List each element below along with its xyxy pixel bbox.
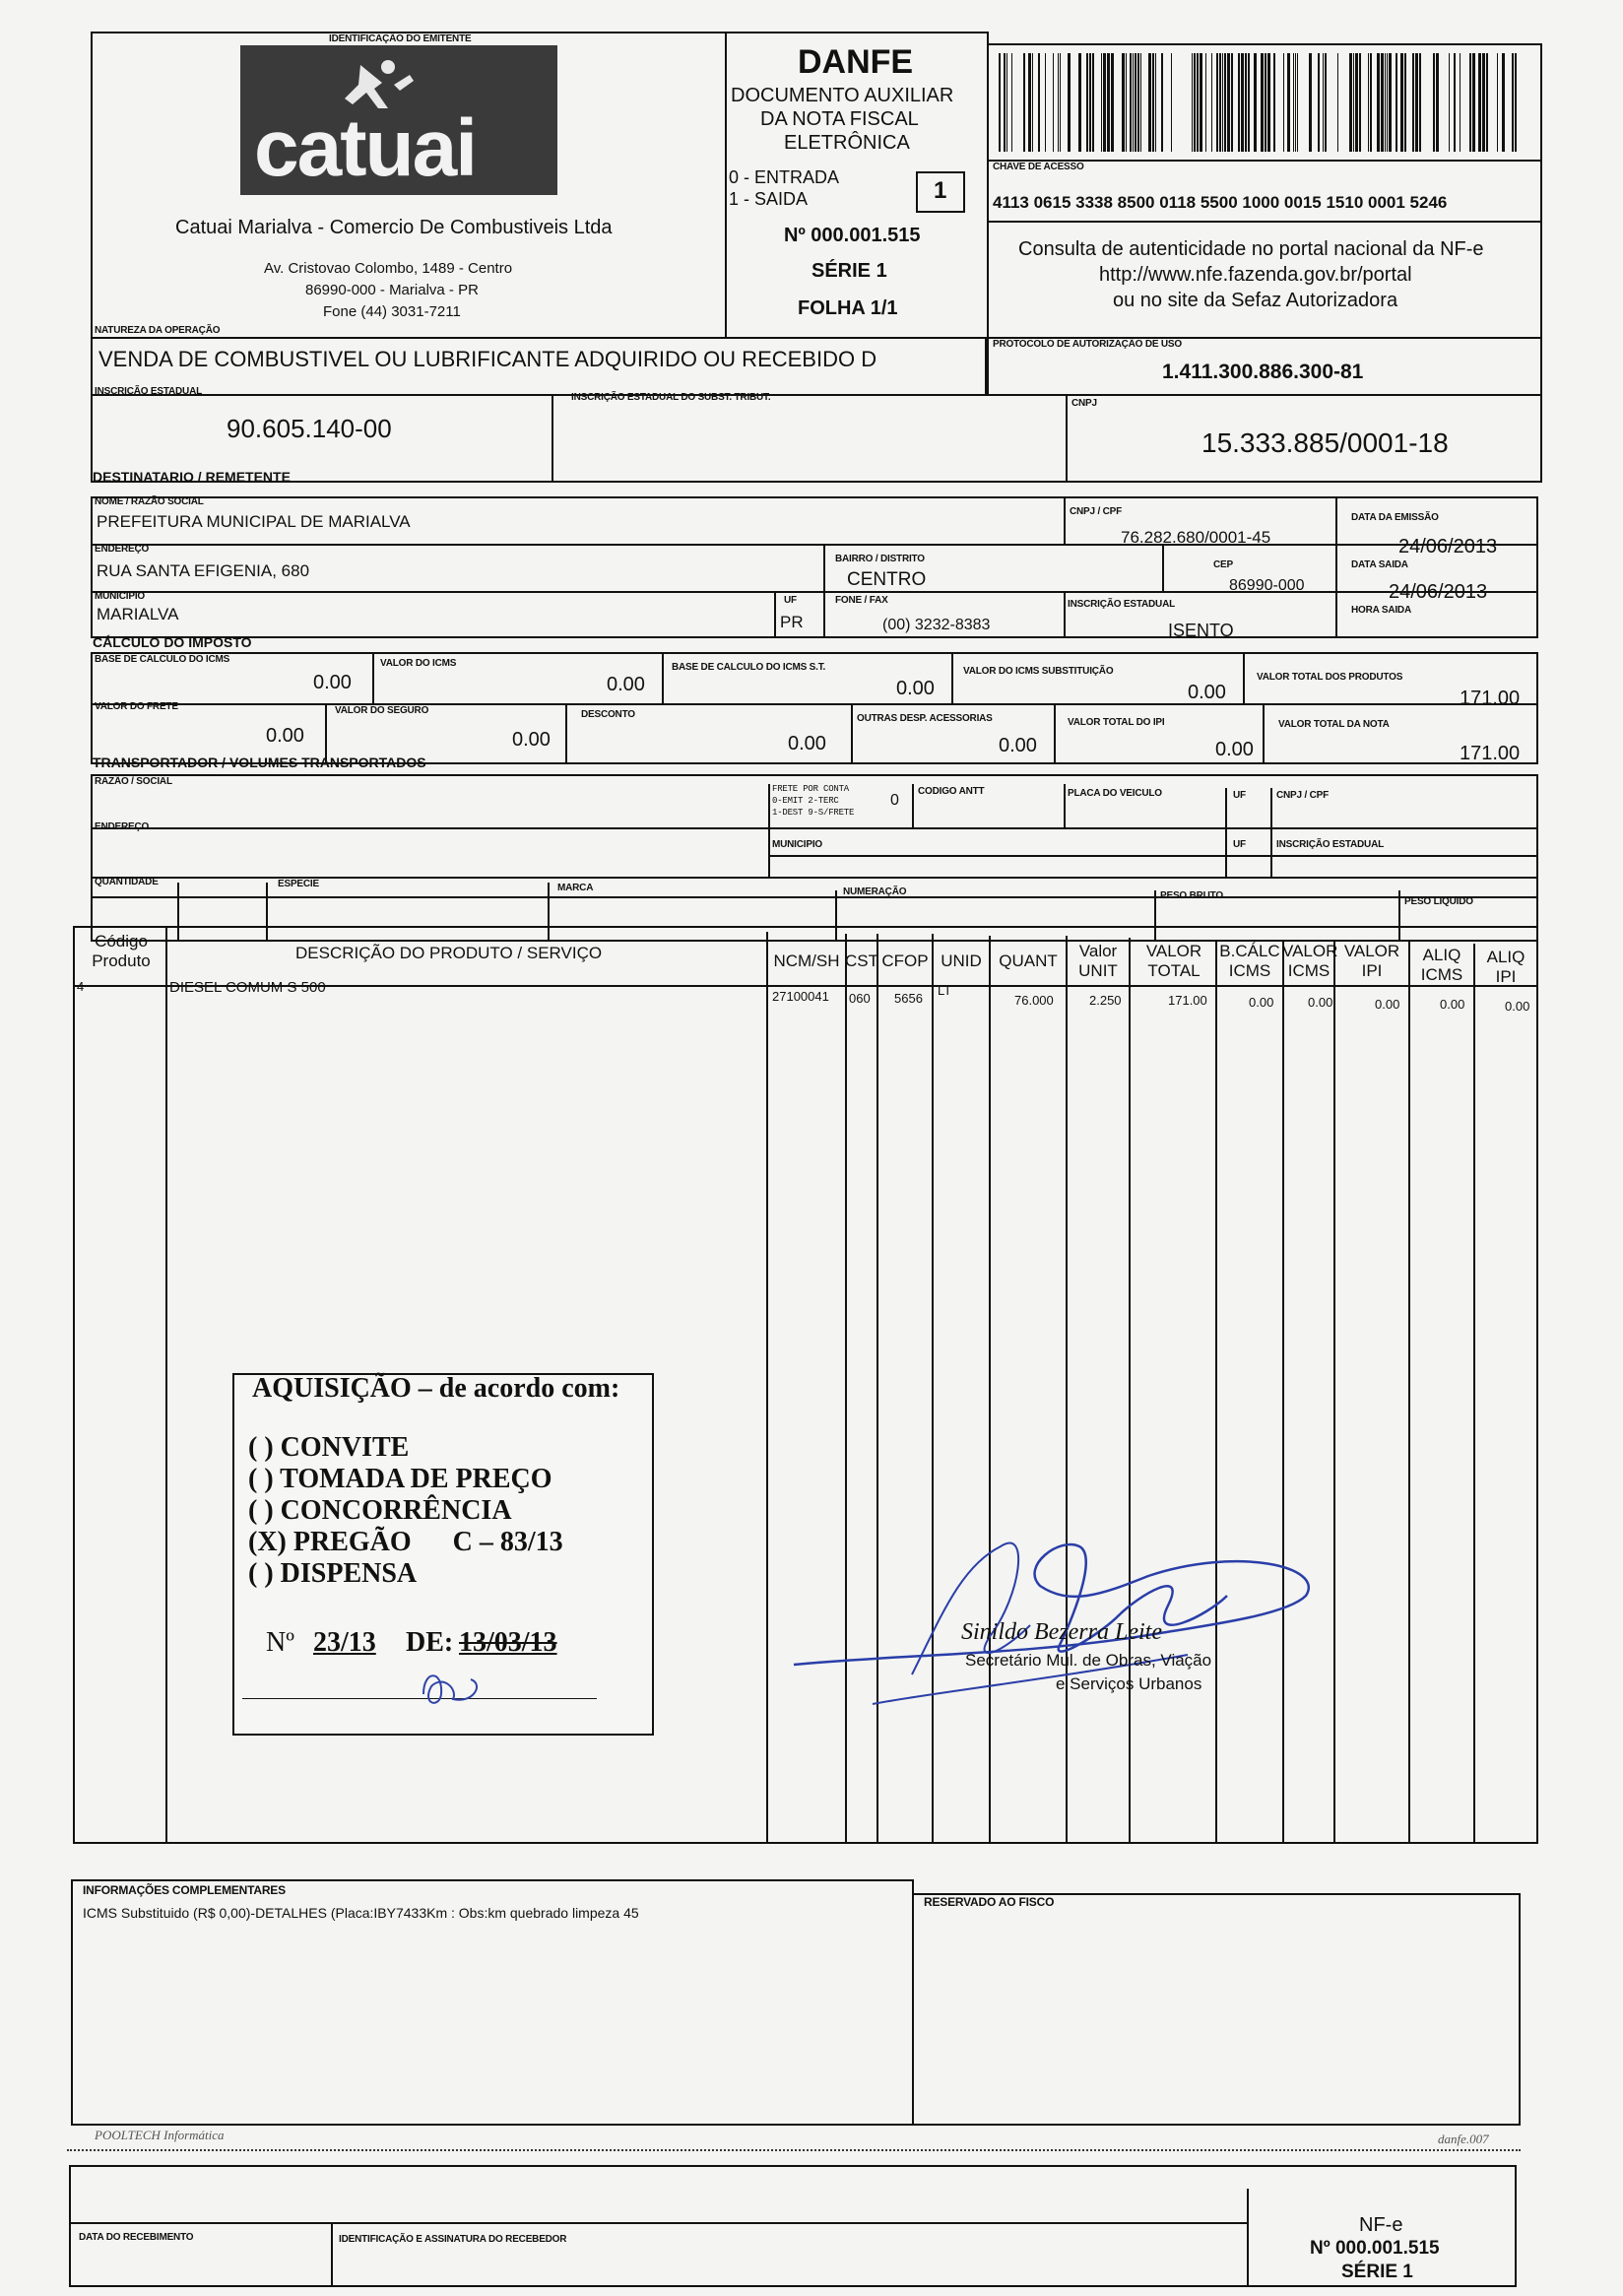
carrier-ie-label: INSCRIÇÃO ESTADUAL — [1276, 839, 1384, 850]
freight-label: VALOR DO FRETE — [95, 701, 178, 712]
footer-nfe: NF-e — [1359, 2214, 1403, 2236]
danfe-title: DANFE — [798, 43, 914, 81]
recipient-address-label: ENDEREÇO — [95, 544, 150, 555]
vendor-credit: POOLTECH Informática — [95, 2128, 225, 2142]
receipt-box — [69, 2165, 1517, 2287]
freight-opt-1: 0-EMIT 2-TERC — [772, 796, 839, 806]
signatory-title-1: Secretário Mul. de Obras, Viação — [965, 1651, 1212, 1670]
col-cfop: CFOP — [881, 951, 929, 970]
district-label: BAIRRO / DISTRITO — [835, 554, 925, 564]
form-code: danfe.007 — [1438, 2132, 1489, 2146]
consult-line-2: http://www.nfe.fazenda.gov.br/portal — [1099, 264, 1412, 286]
barcode-icon — [997, 53, 1528, 152]
cut-line — [67, 2149, 1521, 2151]
fisco-label: RESERVADO AO FISCO — [924, 1895, 1055, 1909]
carrier-name-label: RAZÃO / SOCIAL — [95, 776, 172, 787]
row-cst: 060 — [849, 991, 871, 1006]
invoice-total: 171.00 — [1460, 743, 1521, 764]
uf-label: UF — [784, 595, 797, 606]
ipi: 0.00 — [1215, 739, 1254, 760]
discount-label: DESCONTO — [581, 709, 635, 720]
recipient-section: DESTINATARIO / REMETENTE — [93, 469, 291, 485]
ie-label: INSCRIÇÃO ESTADUAL — [95, 386, 202, 397]
row-quant: 76.000 — [1014, 993, 1054, 1008]
stamp-item-4: (X) PREGÃO C – 83/13 — [248, 1527, 563, 1557]
consult-line-3: ou no site da Sefaz Autorizadora — [1113, 290, 1398, 311]
brand-label: MARCA — [557, 883, 594, 893]
col-total-value: VALOR TOTAL — [1145, 942, 1202, 980]
col-ipi-value: VALOR IPI — [1343, 942, 1400, 980]
consult-line-1: Consulta de autenticidade no portal nacional da NF-e — [1018, 238, 1484, 260]
company-name: Catuai Marialva - Comercio De Combustiveis Ltda — [175, 217, 613, 238]
emission-date-label: DATA DA EMISSÃO — [1351, 512, 1439, 523]
carrier-city-label: MUNICIPIO — [772, 839, 822, 850]
row-ipi-rate: 0.00 — [1505, 999, 1530, 1014]
species-label: ESPECIE — [278, 879, 319, 889]
access-key: 4113 0615 3338 8500 0118 5500 1000 0015 1510 0001 5246 — [993, 193, 1448, 212]
invoice-total-label: VALOR TOTAL DA NOTA — [1278, 719, 1390, 730]
receiver-signature-label: IDENTIFICAÇÃO E ASSINATURA DO RECEBEDOR — [339, 2234, 567, 2245]
row-cfop: 5656 — [894, 991, 923, 1006]
other-expenses: 0.00 — [999, 735, 1037, 756]
products-total: 171.00 — [1460, 688, 1521, 709]
footer-serie: SÉRIE 1 — [1341, 2262, 1413, 2282]
operation-label: NATUREZA DA OPERAÇÃO — [95, 325, 221, 336]
logo-text: catuai — [254, 103, 476, 193]
exit-date-label: DATA SAIDA — [1351, 559, 1408, 570]
recipient-address: RUA SANTA EFIGENIA, 680 — [97, 561, 310, 580]
stamp-item-5: ( ) DISPENSA — [248, 1558, 418, 1589]
icms-st: 0.00 — [1188, 682, 1226, 703]
ipi-label: VALOR TOTAL DO IPI — [1068, 717, 1165, 728]
col-unit-value: Valor UNIT — [1078, 942, 1118, 980]
info-text: ICMS Substituido (R$ 0,00)-DETALHES (Placa:IBY7433Km : Obs:km quebrado limpeza 45 — [83, 1905, 639, 1921]
danfe-type-value: 1 — [934, 177, 947, 204]
row-bc-icms: 0.00 — [1249, 995, 1274, 1010]
freight-opt-2: 1-DEST 9-S/FRETE — [772, 808, 855, 818]
row-unid: LT — [938, 983, 952, 998]
base-st-label: BASE DE CALCULO DO ICMS S.T. — [672, 662, 826, 673]
city: MARIALVA — [97, 605, 179, 623]
exit-time-label: HORA SAIDA — [1351, 605, 1411, 616]
other-expenses-label: OUTRAS DESP. ACESSORIAS — [857, 713, 993, 724]
insurance-label: VALOR DO SEGURO — [335, 705, 429, 716]
city-label: MUNICIPIO — [95, 591, 145, 602]
danfe-entrada: 0 - ENTRADA — [729, 167, 840, 187]
net-weight-label: PESO LIQUIDO — [1404, 896, 1473, 907]
signature-scribble-icon — [774, 1507, 1326, 1724]
danfe-subtitle-3: ELETRÔNICA — [784, 132, 910, 154]
phone: (00) 3232-8383 — [882, 617, 991, 633]
company-phone: Fone (44) 3031-7211 — [323, 303, 461, 320]
operation-value: VENDA DE COMBUSTIVEL OU LUBRIFICANTE ADQUIRIDO OU RECEBIDO D — [98, 347, 877, 371]
recipient-name-label: NOME / RAZÃO SOCIAL — [95, 496, 204, 507]
icms-label: VALOR DO ICMS — [380, 658, 457, 669]
plate-label: PLACA DO VEICULO — [1068, 788, 1162, 799]
stamp-item-2: ( ) TOMADA DE PREÇO — [248, 1464, 552, 1494]
ie-value: 90.605.140-00 — [227, 414, 392, 443]
col-ncm: NCM/SH — [773, 951, 840, 970]
ie-st-label: INSCRIÇÃO ESTADUAL DO SUBST. TRIBUT. — [571, 392, 771, 403]
row-description: DIESEL COMUM S 500 — [169, 979, 326, 996]
row-icms-value: 0.00 — [1308, 995, 1333, 1010]
company-logo — [240, 45, 557, 195]
emission-date: 24/06/2013 — [1398, 536, 1498, 558]
exit-date: 24/06/2013 — [1389, 581, 1488, 603]
cnpj-label: CNPJ — [1071, 398, 1097, 409]
col-cst: CST — [845, 951, 878, 970]
row-icms-rate: 0.00 — [1440, 997, 1465, 1012]
stamp-title: AQUISIÇÃO – de acordo com: — [252, 1373, 620, 1404]
base-icms-label: BASE DE CALCULO DO ICMS — [95, 654, 230, 665]
company-address-1: Av. Cristovao Colombo, 1489 - Centro — [264, 260, 513, 277]
base-icms: 0.00 — [313, 672, 352, 693]
col-bc-icms: B.CÁLC ICMS — [1219, 942, 1280, 980]
row-ncm: 27100041 — [772, 989, 829, 1004]
row-total-value: 171.00 — [1168, 993, 1207, 1008]
phone-label: FONE / FAX — [835, 595, 888, 606]
footer-number: Nº 000.001.515 — [1310, 2238, 1440, 2259]
base-st: 0.00 — [896, 678, 935, 699]
emitter-section-label: IDENTIFICAÇÃO DO EMITENTE — [329, 33, 472, 44]
stamp-number: 23/13 — [313, 1627, 376, 1658]
cep-label: CEP — [1213, 559, 1233, 570]
stamp-date-label: DE: — [406, 1627, 454, 1658]
col-icms-value: VALOR ICMS — [1282, 942, 1338, 980]
stamp-item-3: ( ) CONCORRÊNCIA — [248, 1495, 512, 1526]
freight-by-label: FRETE POR CONTA — [772, 784, 850, 794]
antt-label: CODIGO ANTT — [918, 786, 985, 797]
receipt-date-label: DATA DO RECEBIMENTO — [79, 2232, 194, 2243]
info-label: INFORMAÇÕES COMPLEMENTARES — [83, 1883, 286, 1897]
company-address-2: 86990-000 - Marialva - PR — [305, 282, 479, 298]
discount: 0.00 — [788, 733, 826, 754]
col-icms-rate: ALIQ ICMS — [1420, 946, 1463, 984]
danfe-serie: SÉRIE 1 — [812, 260, 887, 282]
col-ipi-rate: ALIQ IPI — [1486, 948, 1526, 986]
signatory-title-2: e Serviços Urbanos — [1056, 1674, 1202, 1693]
recipient-name: PREFEITURA MUNICIPAL DE MARIALVA — [97, 512, 411, 531]
icms: 0.00 — [607, 674, 645, 695]
uf: PR — [780, 613, 804, 631]
freight-by-value: 0 — [890, 792, 899, 809]
stamp-date: 13/03/13 — [459, 1627, 557, 1658]
recipient-cnpj-label: CNPJ / CPF — [1070, 506, 1123, 517]
transport-section: TRANSPORTADOR / VOLUMES TRANSPORTADOS — [93, 754, 426, 770]
row-ipi-value: 0.00 — [1375, 997, 1400, 1012]
col-description: DESCRIÇÃO DO PRODUTO / SERVIÇO — [295, 944, 603, 962]
fisco-box — [912, 1893, 1521, 2126]
gross-weight-label: PESO BRUTO — [1160, 890, 1223, 901]
carrier-cnpj-label: CNPJ / CPF — [1276, 790, 1330, 801]
recipient-ie: ISENTO — [1168, 621, 1234, 640]
danfe-subtitle-2: DA NOTA FISCAL — [760, 108, 919, 130]
row-code: 4 — [77, 979, 85, 994]
recipient-ie-label: INSCRIÇÃO ESTADUAL — [1068, 599, 1175, 610]
signatory-name: Sinildo Bezerra Leite — [961, 1619, 1162, 1645]
initials-scribble-icon — [414, 1665, 492, 1714]
col-code: Código Produto — [92, 932, 151, 970]
volume-qty-label: QUANTIDADE — [95, 877, 159, 887]
products-total-label: VALOR TOTAL DOS PRODUTOS — [1257, 672, 1403, 683]
protocol-value: 1.411.300.886.300-81 — [1162, 361, 1364, 383]
danfe-saida: 1 - SAIDA — [729, 189, 809, 209]
carrier-uf-label: UF — [1233, 790, 1246, 801]
tax-section: CÁLCULO DO IMPOSTO — [93, 634, 252, 650]
cnpj-value: 15.333.885/0001-18 — [1201, 427, 1449, 458]
carrier-uf2-label: UF — [1233, 839, 1246, 850]
danfe-subtitle-1: DOCUMENTO AUXILIAR — [731, 85, 954, 106]
freight: 0.00 — [266, 725, 304, 747]
numbering-label: NUMERAÇÃO — [843, 886, 907, 897]
col-unid: UNID — [941, 951, 982, 970]
row-unit-value: 2.250 — [1089, 993, 1122, 1008]
protocol-label: PROTOCOLO DE AUTORIZAÇÃO DE USO — [993, 339, 1182, 350]
danfe-number: Nº 000.001.515 — [784, 225, 921, 246]
stamp-number-label: Nº — [266, 1627, 294, 1658]
danfe-folha: FOLHA 1/1 — [798, 297, 898, 319]
recipient-cnpj: 76.282.680/0001-45 — [1121, 528, 1271, 547]
district: CENTRO — [847, 569, 927, 590]
stamp-item-1: ( ) CONVITE — [248, 1432, 410, 1463]
insurance: 0.00 — [512, 729, 551, 751]
col-quant: QUANT — [999, 951, 1058, 970]
icms-st-label: VALOR DO ICMS SUBSTITUIÇÃO — [963, 666, 1114, 677]
access-key-label: CHAVE DE ACESSO — [993, 162, 1084, 172]
cep: 86990-000 — [1229, 577, 1305, 594]
carrier-address-label: ENDEREÇO — [95, 821, 150, 832]
